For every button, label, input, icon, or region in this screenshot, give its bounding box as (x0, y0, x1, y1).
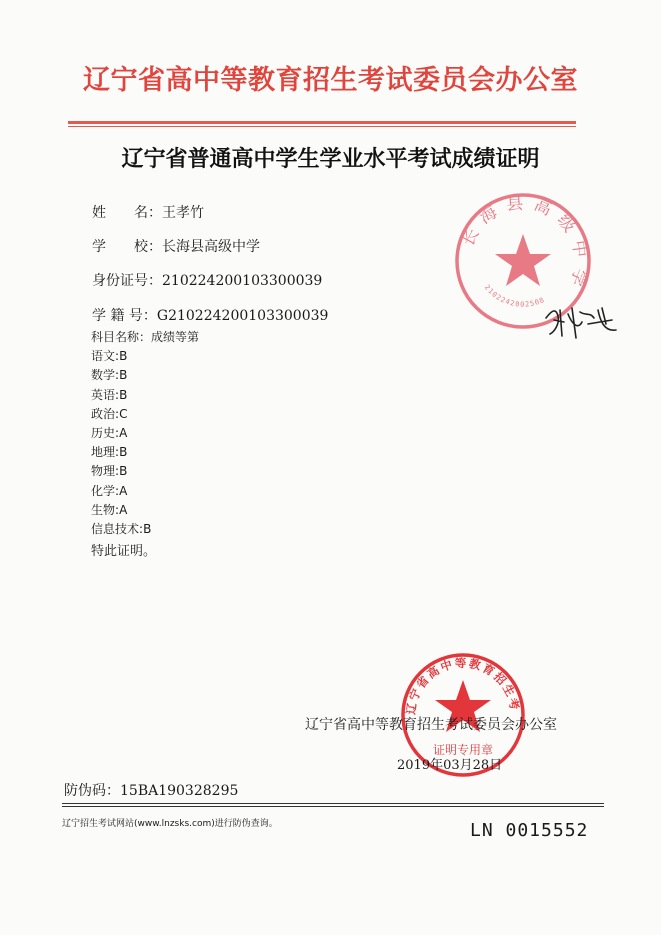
subject-separator: : (139, 522, 144, 537)
subject-name: 化学 (91, 483, 116, 498)
subject-separator: : (115, 426, 120, 441)
subject-grade: B (119, 445, 128, 460)
subject-grade: B (119, 349, 128, 364)
subject-row (91, 443, 199, 462)
subject-grade: A (119, 483, 128, 498)
subject-row (91, 386, 199, 405)
name-field (92, 202, 204, 222)
subject-name: 生物 (91, 502, 116, 517)
registration-number-field (92, 305, 328, 325)
verification-note: 辽宁招生考试网站(www.lnzsks.com)进行防伪查询。 (62, 819, 278, 829)
subject-name: 物理 (91, 464, 116, 479)
office-seal-arc-text: 辽宁省高中等教育招生考试委员会办公室 (392, 639, 522, 716)
anti-fake-label: 防伪码： (64, 783, 120, 799)
subject-separator: : (115, 502, 120, 517)
subject-row (91, 347, 199, 366)
subject-name: 数学 (91, 368, 116, 383)
school-seal-arc-text: 长海县高级中学 (457, 193, 592, 298)
subject-name: 英语 (91, 387, 116, 402)
svg-text:2102242002508 (483, 283, 546, 308)
office-seal-bottom-text: 证明专用章 (432, 743, 494, 757)
subject-separator: : (115, 349, 120, 364)
footer-rule-2 (62, 806, 604, 807)
subject-name: 信息技术 (91, 522, 140, 537)
issuing-organization-header: 辽宁省高中等教育招生考试委员会办公室 (83, 65, 578, 96)
subject-name: 历史 (91, 426, 116, 441)
document-title: 辽宁省普通高中学生学业水平考试成绩证明 (121, 147, 540, 172)
subject-row (91, 462, 199, 481)
subject-grade: C (119, 406, 128, 421)
name-label: 姓 名： (92, 205, 162, 221)
subject-row (91, 405, 199, 424)
header-rule-thick (68, 121, 576, 124)
subject-grade: A (119, 502, 128, 517)
subject-row (91, 366, 199, 385)
subject-row (91, 501, 199, 520)
issuer-signature-line: 辽宁省高中等教育招生考试委员会办公室 (305, 717, 557, 733)
subject-separator: : (115, 445, 120, 460)
subject-row (91, 482, 199, 501)
id-number-value: 210224200103300039 (162, 273, 323, 289)
serial-number: LN 0015552 (470, 820, 589, 841)
subject-separator: : (115, 368, 120, 383)
id-number-label: 身份证号： (92, 273, 162, 289)
subject-name: 地理 (91, 445, 116, 460)
subject-grade: A (119, 426, 128, 441)
signature-icon (542, 300, 622, 342)
school-field (92, 236, 260, 256)
subject-grade: B (143, 522, 152, 537)
school-seal-number: 2102242002508 (482, 283, 547, 309)
subject-grade: B (119, 387, 128, 402)
issue-date: 2019年03月28日 (397, 758, 503, 773)
subject-separator: : (115, 483, 120, 498)
school-label: 学 校： (92, 239, 162, 255)
registration-number-value: G210224200103300039 (156, 308, 329, 324)
subject-grade: B (119, 368, 128, 383)
anti-fake-code-line (64, 780, 238, 800)
registration-number-label: 学 籍 号： (92, 308, 157, 324)
subject-row (91, 424, 199, 443)
id-number-field (92, 270, 322, 290)
subject-list-header: 科目名称：成绩等第 (91, 330, 200, 344)
subject-grade: B (119, 464, 128, 479)
school-value: 长海县高级中学 (162, 239, 260, 255)
subject-row (91, 520, 199, 539)
subject-grade-list (91, 328, 199, 539)
anti-fake-code: 15BA190328295 (120, 783, 239, 799)
certify-statement: 特此证明。 (91, 544, 157, 559)
subject-separator: : (115, 464, 120, 479)
subject-separator: : (115, 406, 120, 421)
subject-name: 政治 (91, 406, 116, 421)
footer-rule-1 (62, 803, 604, 804)
header-rule-thin (68, 126, 576, 127)
subject-separator: : (115, 387, 120, 402)
subject-name: 语文 (91, 349, 116, 364)
name-value: 王孝竹 (162, 205, 204, 221)
